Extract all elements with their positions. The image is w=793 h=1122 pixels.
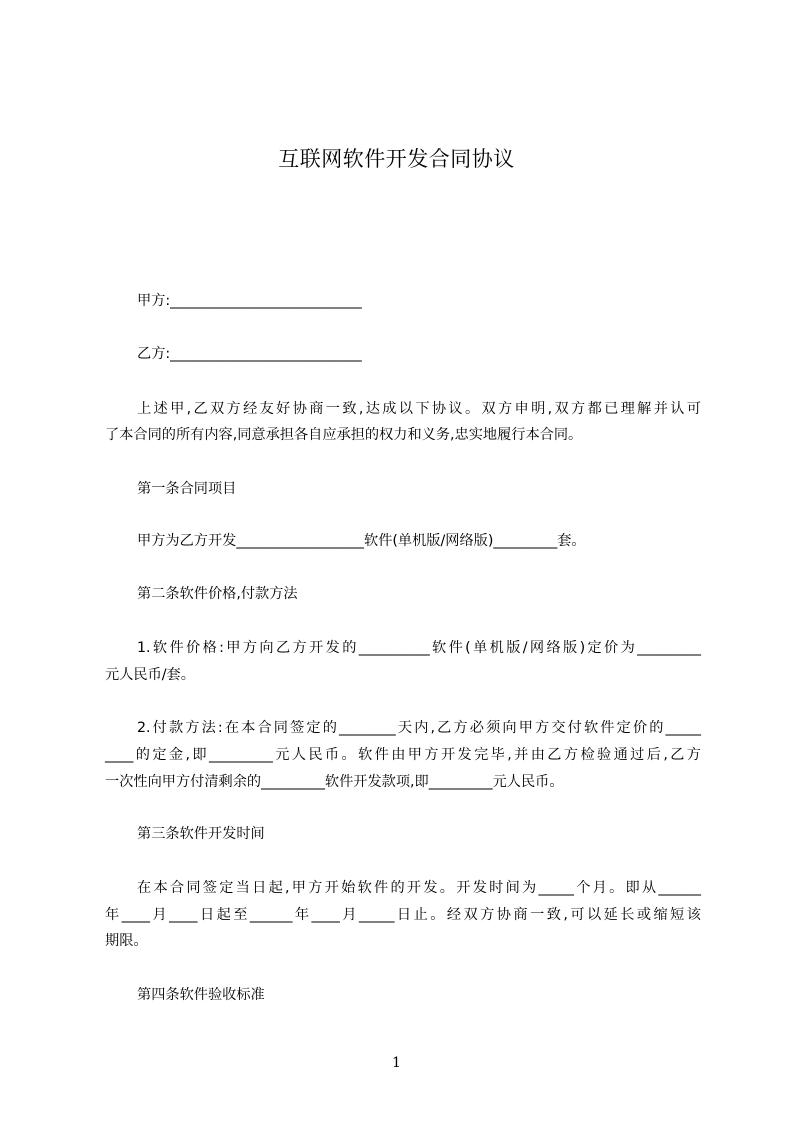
article-2-heading: 第二条软件价格,付款方法: [137, 586, 298, 602]
intro-paragraph-line-2: 了本合同的所有内容,同意承担各自应承担的权力和义务,忠实地履行本合同。: [105, 427, 583, 443]
article-2-item-2-line-2: ____的定金,即_________元人民币。软件由甲方开发完毕,并由乙方检验通过后,乙方: [105, 747, 701, 763]
document-title: 互联网软件开发合同协议: [278, 147, 515, 171]
article-2-item-2-line-3: 一次性向甲方付清剩余的_________软件开发款项,即_________元人民币。: [105, 774, 564, 790]
article-3-body-line-2: 年____月____日起至______年____月_____日止。经双方协商一致,可以延长或缩短该: [105, 907, 701, 923]
page-number: 1: [392, 1055, 401, 1071]
article-4-heading: 第四条软件验收标准: [137, 987, 265, 1003]
article-2-item-1-line-2: 元人民币/套。: [105, 667, 195, 683]
article-1-heading: 第一条合同项目: [137, 481, 237, 497]
article-2-item-1-line-1: 1.软件价格:甲方向乙方开发的__________软件(单机版/网络版)定价为_________: [137, 640, 701, 656]
article-3-heading: 第三条软件开发时间: [137, 826, 265, 842]
article-1-body: 甲方为乙方开发__________________软件(单机版/网络版)_________套。: [137, 533, 586, 549]
article-2-item-2-line-1: 2.付款方法:在本合同签定的________天内,乙方必须向甲方交付软件定价的_____: [137, 720, 701, 736]
article-3-body-line-1: 在本合同签定当日起,甲方开始软件的开发。开发时间为_____个月。即从______: [137, 880, 701, 896]
intro-paragraph-line-1: 上述甲,乙双方经友好协商一致,达成以下协议。双方申明,双方都已理解并认可: [137, 401, 701, 417]
party-a-line: 甲方:___________________________: [137, 293, 362, 309]
article-3-body-line-3: 期限。: [105, 933, 148, 949]
party-b-line: 乙方:___________________________: [137, 346, 362, 362]
